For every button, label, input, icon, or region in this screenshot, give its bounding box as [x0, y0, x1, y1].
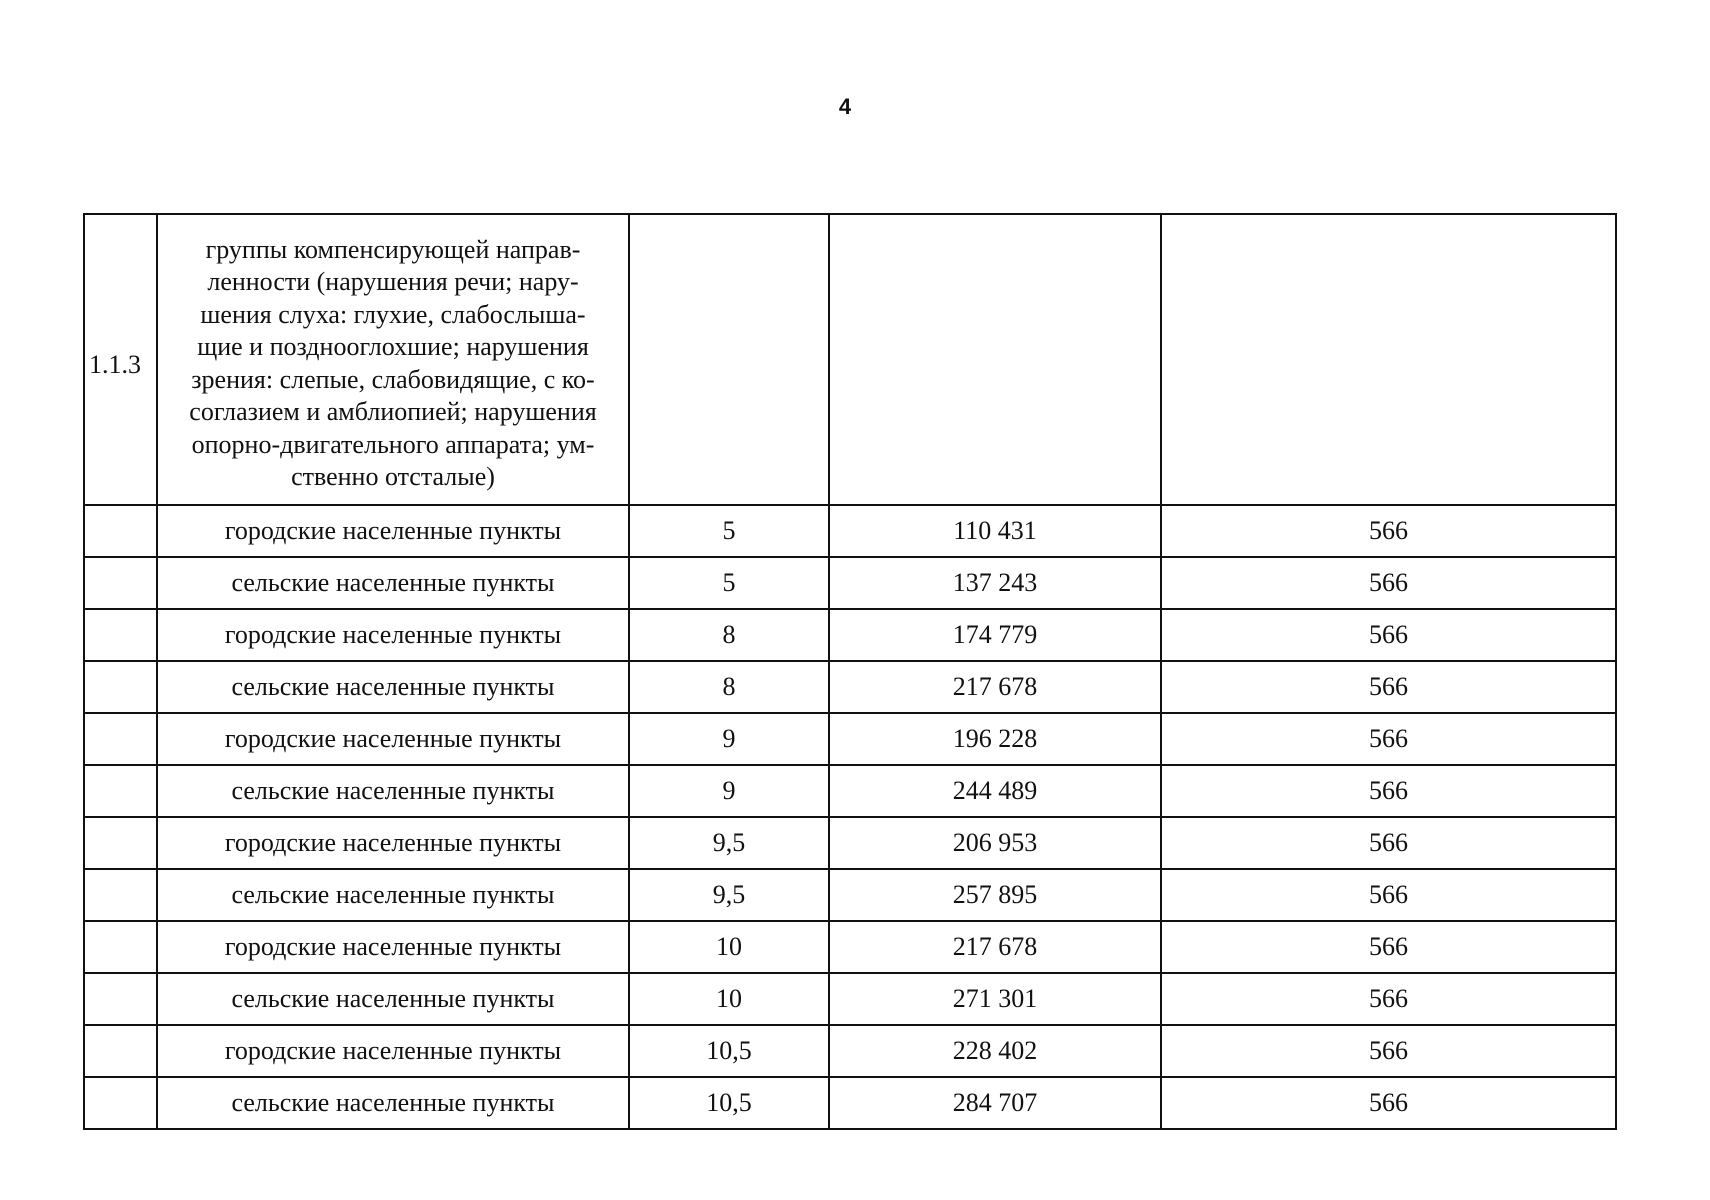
amount-cell: 110 431	[829, 505, 1161, 557]
section-title-line: щие и позднооглохшие; нарушения	[197, 332, 589, 361]
section-title-line: ленности (нарушения речи; нару-	[207, 267, 579, 296]
empty-cell	[829, 214, 1161, 505]
section-header-row	[84, 214, 1616, 505]
settlement-type-cell: городские населенные пункты	[157, 713, 629, 765]
row-number-cell	[84, 765, 157, 817]
settlement-type-cell: сельские населенные пункты	[157, 661, 629, 713]
amount-cell: 217 678	[829, 661, 1161, 713]
empty-cell	[629, 214, 829, 505]
section-title-line: соглазием и амблиопией; нарушения	[189, 397, 597, 426]
amount-cell: 174 779	[829, 609, 1161, 661]
value-cell: 9	[629, 713, 829, 765]
settlement-type-cell: сельские населенные пункты	[157, 1077, 629, 1129]
table-row	[84, 921, 1616, 973]
settlement-type-cell: городские населенные пункты	[157, 1025, 629, 1077]
settlement-type-cell: городские населенные пункты	[157, 609, 629, 661]
row-number-cell	[84, 505, 157, 557]
empty-cell	[1161, 214, 1616, 505]
value-cell: 5	[629, 505, 829, 557]
settlement-type-cell: городские населенные пункты	[157, 817, 629, 869]
row-number-cell	[84, 557, 157, 609]
amount-cell: 137 243	[829, 557, 1161, 609]
code-cell: 566	[1161, 1025, 1616, 1077]
tariff-table	[83, 213, 1617, 1130]
section-title-line: группы компенсирующей направ-	[205, 234, 581, 264]
amount-cell: 206 953	[829, 817, 1161, 869]
settlement-type-cell: сельские населенные пункты	[157, 557, 629, 609]
amount-cell: 217 678	[829, 921, 1161, 973]
value-cell: 10,5	[629, 1025, 829, 1077]
value-cell: 10,5	[629, 1077, 829, 1129]
value-cell: 9,5	[629, 817, 829, 869]
code-cell: 566	[1161, 713, 1616, 765]
table-row	[84, 661, 1616, 713]
row-number-cell	[84, 713, 157, 765]
table-row	[84, 609, 1616, 661]
value-cell: 5	[629, 557, 829, 609]
code-cell: 566	[1161, 817, 1616, 869]
section-title-line: зрения: слепые, слабовидящие, с ко-	[191, 364, 595, 394]
section-title-line: ственно отсталые)	[291, 462, 495, 491]
table-row	[84, 869, 1616, 921]
amount-cell: 271 301	[829, 973, 1161, 1025]
settlement-type-cell: сельские населенные пункты	[157, 973, 629, 1025]
section-title-line: шения слуха: глухие, слабослыша-	[200, 299, 586, 329]
row-number-cell	[84, 869, 157, 921]
settlement-type-cell: сельские населенные пункты	[157, 765, 629, 817]
table-row	[84, 973, 1616, 1025]
code-cell: 566	[1161, 869, 1616, 921]
row-number-cell	[84, 1077, 157, 1129]
amount-cell: 228 402	[829, 1025, 1161, 1077]
code-cell: 566	[1161, 973, 1616, 1025]
amount-cell: 196 228	[829, 713, 1161, 765]
section-title-line: опорно-двигательного аппарата; ум-	[191, 429, 595, 459]
row-number-cell	[84, 921, 157, 973]
amount-cell: 284 707	[829, 1077, 1161, 1129]
page-number: 4	[838, 94, 852, 119]
table-body	[84, 214, 1616, 1129]
value-cell: 10	[629, 973, 829, 1025]
table-row	[84, 817, 1616, 869]
code-cell: 566	[1161, 765, 1616, 817]
value-cell: 8	[629, 661, 829, 713]
settlement-type-cell: сельские населенные пункты	[157, 869, 629, 921]
row-number-cell	[84, 661, 157, 713]
value-cell: 9	[629, 765, 829, 817]
amount-cell: 244 489	[829, 765, 1161, 817]
code-cell: 566	[1161, 557, 1616, 609]
code-cell: 566	[1161, 1077, 1616, 1129]
code-cell: 566	[1161, 661, 1616, 713]
table-row	[84, 557, 1616, 609]
section-number: 1.1.3	[84, 214, 157, 505]
value-cell: 8	[629, 609, 829, 661]
table-row	[84, 505, 1616, 557]
row-number-cell	[84, 609, 157, 661]
table-row	[84, 765, 1616, 817]
row-number-cell	[84, 973, 157, 1025]
value-cell: 10	[629, 921, 829, 973]
row-number-cell	[84, 817, 157, 869]
code-cell: 566	[1161, 921, 1616, 973]
code-cell: 566	[1161, 609, 1616, 661]
row-number-cell	[84, 1025, 157, 1077]
table-row	[84, 713, 1616, 765]
settlement-type-cell: городские населенные пункты	[157, 921, 629, 973]
value-cell: 9,5	[629, 869, 829, 921]
settlement-type-cell: городские населенные пункты	[157, 505, 629, 557]
code-cell: 566	[1161, 505, 1616, 557]
table-row	[84, 1025, 1616, 1077]
table-row	[84, 1077, 1616, 1129]
section-title	[157, 214, 629, 505]
amount-cell: 257 895	[829, 869, 1161, 921]
